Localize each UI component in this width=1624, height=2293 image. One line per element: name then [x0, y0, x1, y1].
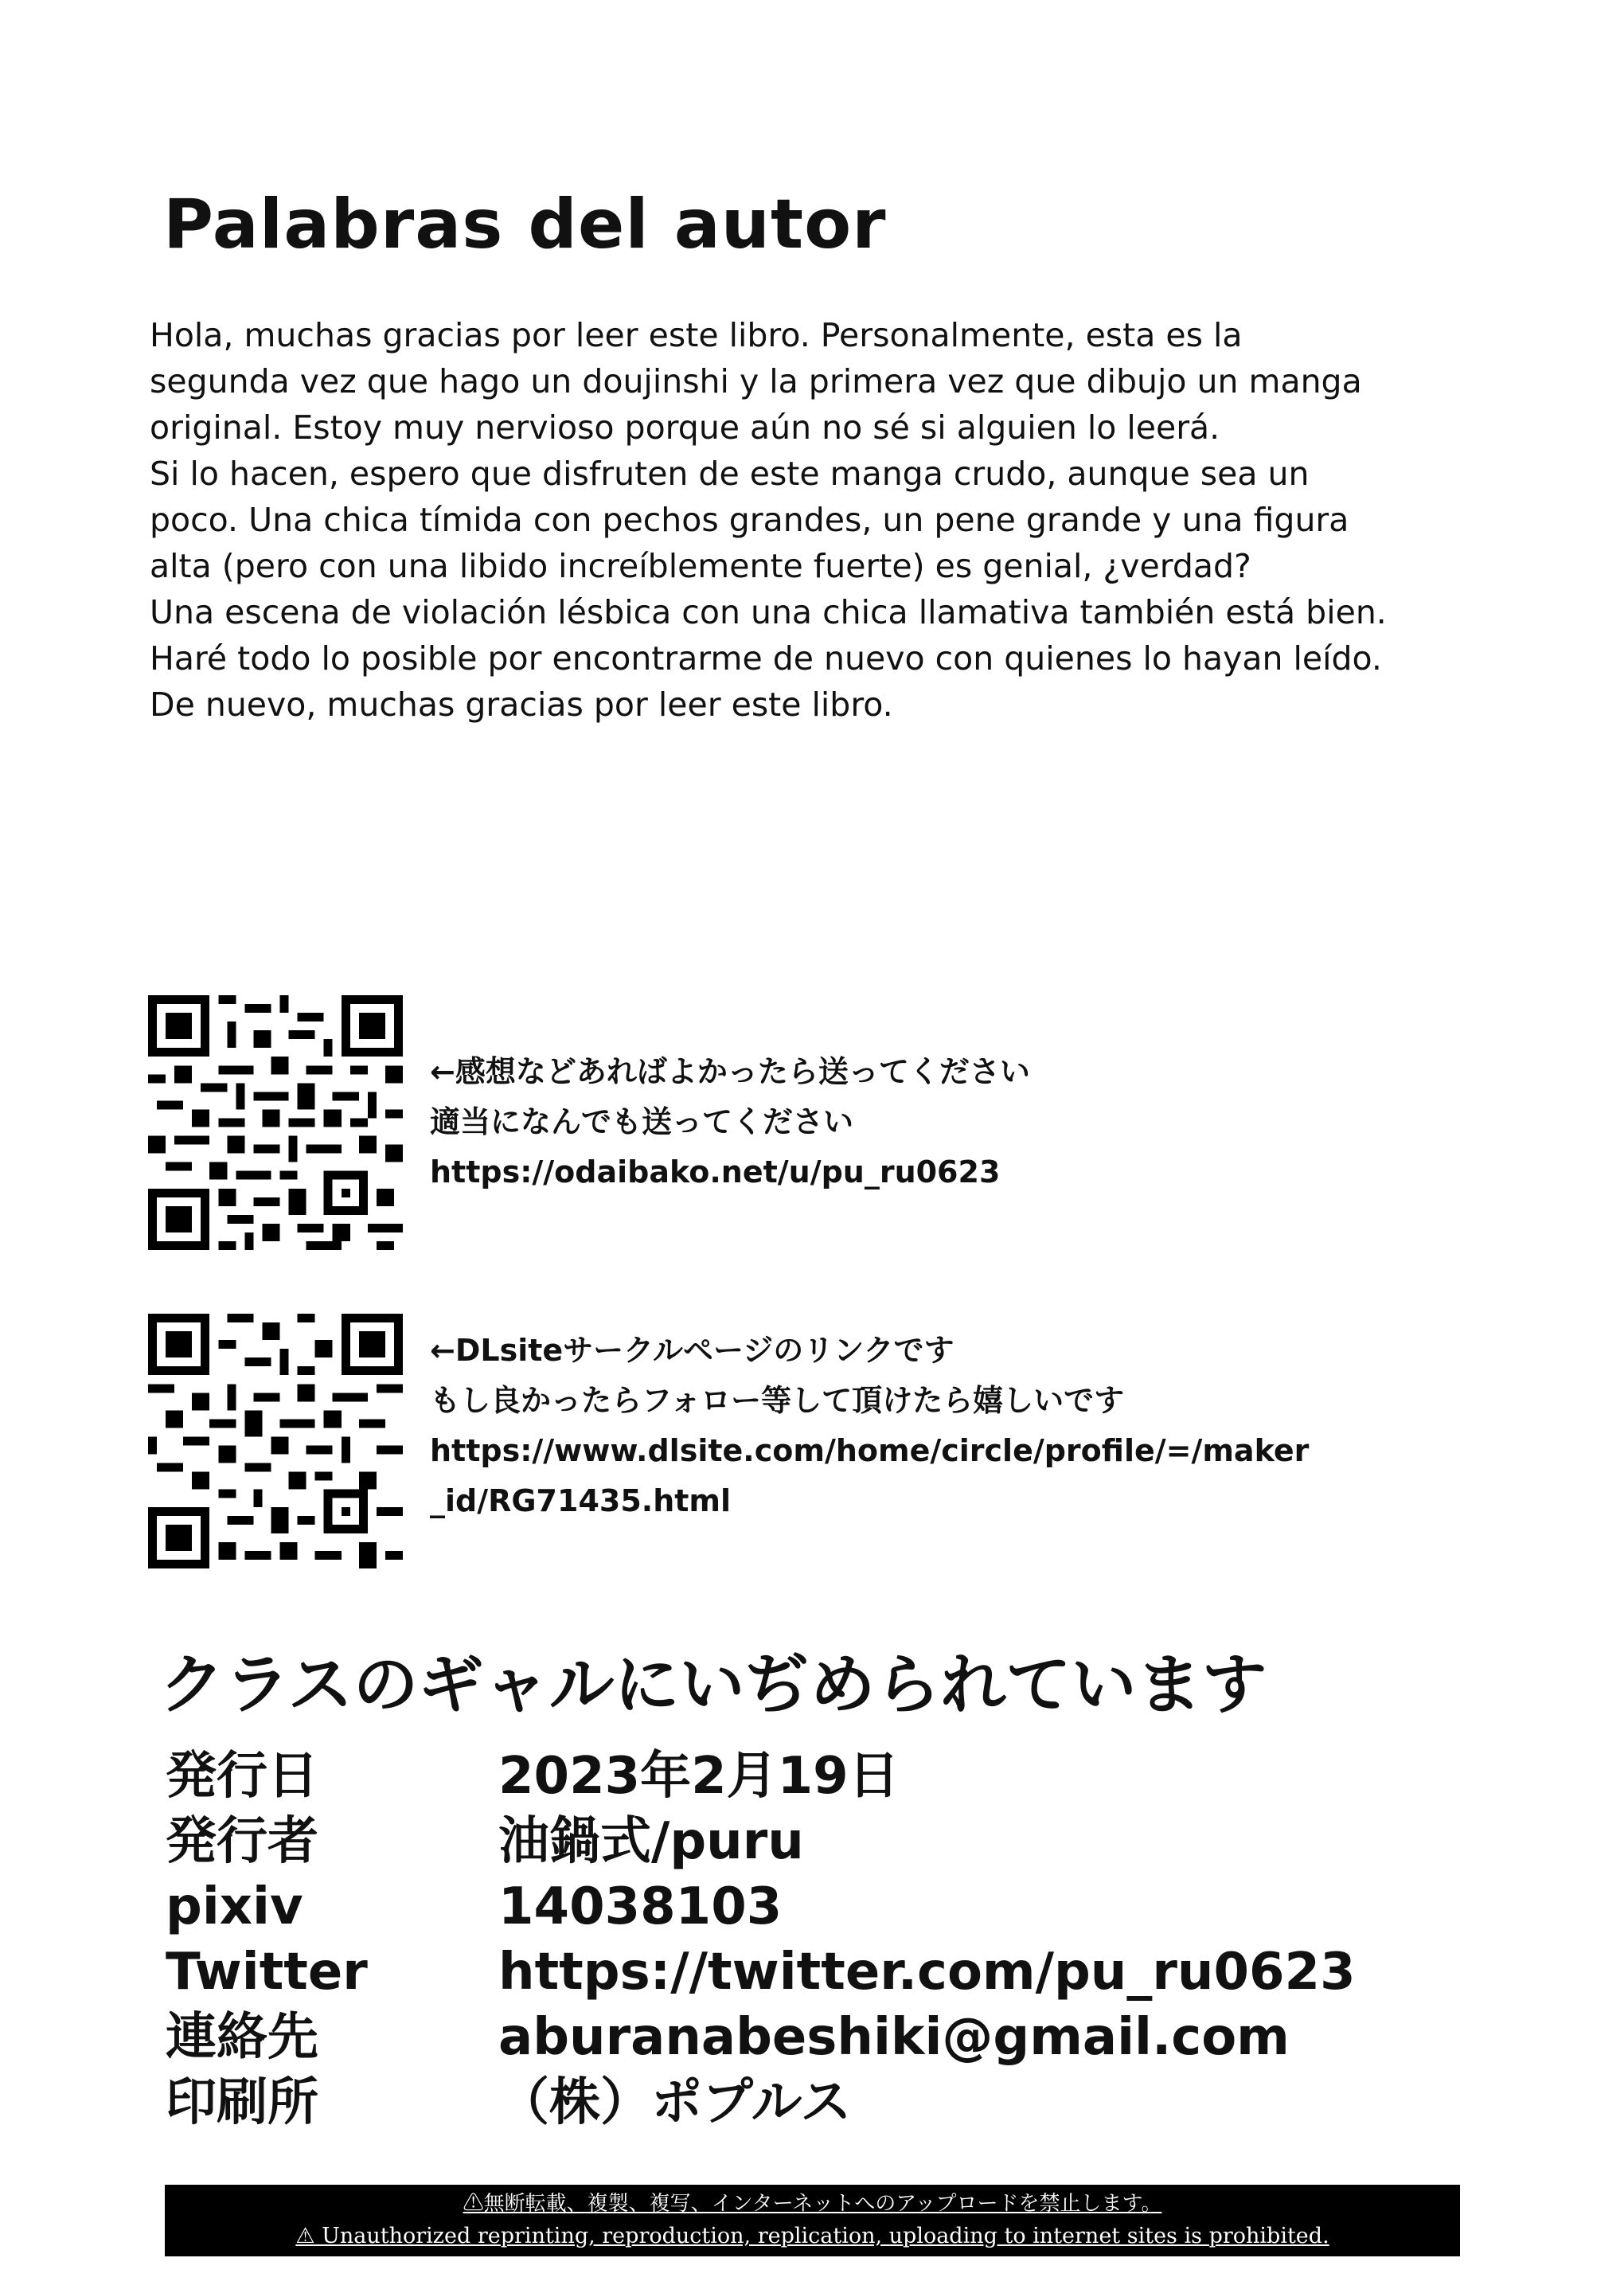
colophon-label: pixiv [166, 1877, 303, 1936]
contact-email-link[interactable]: aburanabeshiki@gmail.com [498, 2008, 1290, 2067]
author-message-line: original. Estoy muy nervioso porque aún no sé si alguien lo leerá. [150, 408, 1220, 447]
author-message-line: Una escena de violación lésbica con una chica llamativa también está bien. [150, 593, 1387, 631]
author-message-line: alta (pero con una libido increíblemente fuerte) es genial, ¿verdad? [150, 547, 1251, 585]
copyright-notice-bar [165, 2185, 1460, 2256]
author-message-line: segunda vez que hago un doujinshi y la primera vez que dibujo un manga [150, 362, 1362, 400]
author-message-line: poco. Una chica tímida con pechos grandes, un pene grande y una figura [150, 501, 1349, 539]
colophon-value: 2023年2月19日 [498, 1747, 900, 1806]
dlsite-qr-code[interactable] [148, 1314, 403, 1568]
odaibako-qr-code[interactable] [148, 995, 403, 1250]
book-title: クラスのギャルにいぢめられています [159, 1647, 1267, 1723]
qr-caption-line: 適当になんでも送ってください [430, 1104, 854, 1139]
dlsite-url-link-continued[interactable]: _id/RG71435.html [430, 1483, 732, 1518]
colophon-label: 印刷所 [166, 2073, 318, 2132]
colophon-value: （株）ポプルス [498, 2073, 852, 2132]
copyright-notice-en: ⚠ Unauthorized reprinting, reproduction, replication, uploading to internet sites is prohibited. [295, 2224, 1329, 2248]
colophon-label: 発行日 [166, 1747, 318, 1806]
copyright-notice-ja: ⚠無断転載、複製、複写、インターネットへのアップロードを禁止します。 [463, 2192, 1162, 2216]
qr-caption-line: ←DLsiteサークルページのリンクです [430, 1333, 954, 1368]
qr-code-graphic [148, 1314, 403, 1568]
twitter-link[interactable]: https://twitter.com/pu_ru0623 [498, 1943, 1356, 2002]
qr-caption-line: ←感想などあればよかったら送ってください [430, 1054, 1030, 1089]
author-message [150, 312, 1551, 728]
colophon-label: Twitter [166, 1943, 368, 2002]
qr-caption-line: もし良かったらフォロー等して頂けたら嬉しいです [430, 1383, 1125, 1418]
qr-code-graphic [148, 995, 403, 1250]
odaibako-url-link[interactable]: https://odaibako.net/u/pu_ru0623 [430, 1154, 1001, 1189]
author-message-line: Hola, muchas gracias por leer este libro. Personalmente, esta es la [150, 316, 1243, 354]
odaibako-qr-caption [430, 1047, 1030, 1197]
author-message-line: Haré todo lo posible por encontrarme de nuevo con quienes lo hayan leído. [150, 639, 1382, 678]
colophon-label: 発行者 [166, 1812, 318, 1871]
author-message-line: De nuevo, muchas gracias por leer este libro. [150, 686, 893, 724]
author-message-line: Si lo hacen, espero que disfruten de este manga crudo, aunque sea un [150, 455, 1310, 493]
author-title: Palabras del autor [163, 185, 887, 264]
dlsite-url-link[interactable]: https://www.dlsite.com/home/circle/profile/=/maker [430, 1433, 1310, 1468]
colophon-label: 連絡先 [166, 2008, 318, 2067]
colophon-value: 油鍋式/puru [498, 1812, 804, 1871]
dlsite-qr-caption [430, 1326, 1309, 1526]
colophon-value: 14038103 [498, 1877, 783, 1936]
